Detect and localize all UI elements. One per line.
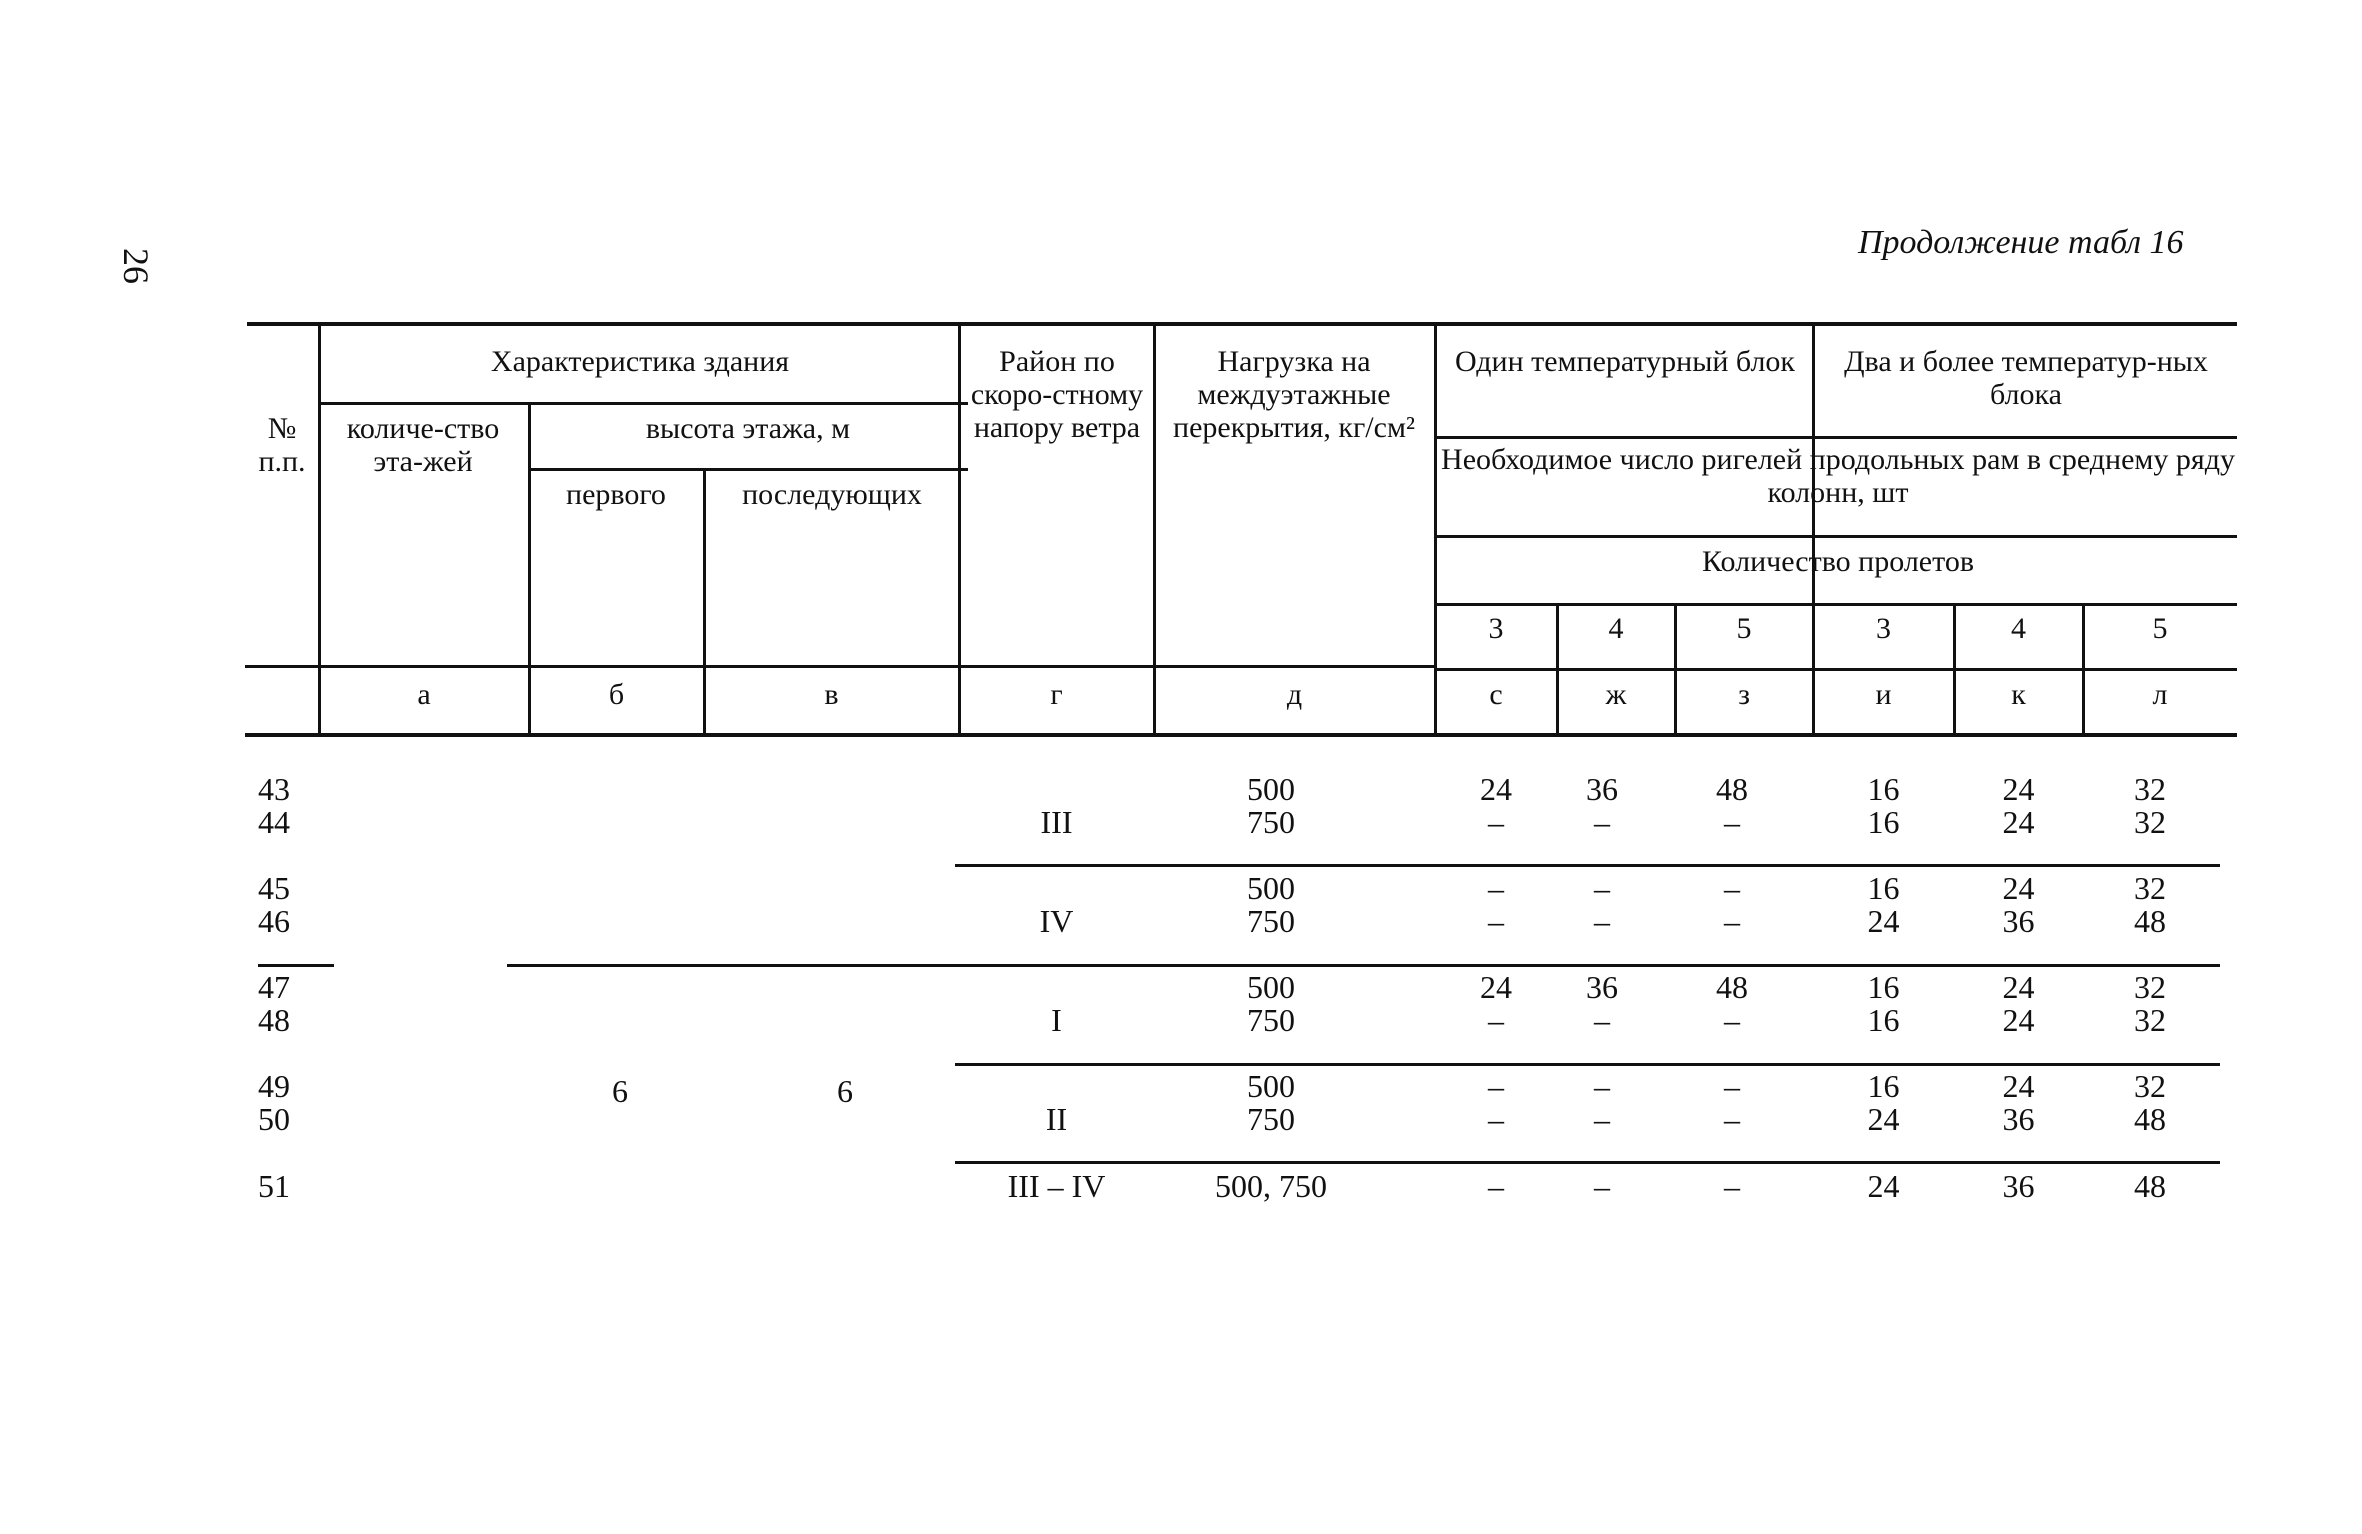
- cell-i: 16: [1867, 1068, 1900, 1104]
- cell-c: 24: [1480, 969, 1512, 1005]
- column-letter: б: [608, 678, 625, 711]
- column-letter: ж: [1605, 678, 1627, 711]
- rule-header-bottom: [245, 665, 1437, 668]
- header-two-blocks: Два и более температур-ных блока: [1844, 345, 2208, 411]
- cell-k: 24: [2002, 771, 2035, 807]
- cell-c: –: [1488, 1101, 1504, 1137]
- cell-i: 24: [1867, 1168, 1900, 1204]
- cell-load: 500: [1247, 870, 1295, 906]
- first-floor-height: 6: [612, 1073, 628, 1109]
- cell-z: –: [1724, 1168, 1740, 1204]
- header-subsequent: последующих: [742, 478, 922, 511]
- cell-z: 48: [1716, 969, 1748, 1005]
- column-letter: л: [2152, 678, 2168, 711]
- cell-l: 32: [2134, 969, 2166, 1005]
- cell-z: –: [1724, 870, 1740, 906]
- col-line-5: [1153, 322, 1156, 734]
- cell-i: 16: [1867, 1002, 1900, 1038]
- cell-num: 47: [258, 969, 290, 1005]
- column-letter: а: [417, 678, 431, 711]
- cell-zh: –: [1594, 903, 1610, 939]
- cell-k: 36: [2002, 1101, 2035, 1137]
- column-letter: з: [1738, 678, 1750, 711]
- cell-l: 48: [2134, 903, 2166, 939]
- cell-i: 16: [1867, 969, 1900, 1005]
- cell-c: –: [1488, 903, 1504, 939]
- rule-group-2b: [507, 964, 2220, 967]
- cell-zh: 36: [1586, 771, 1618, 807]
- cell-wind: IV: [1039, 903, 1074, 939]
- cell-zh: –: [1594, 870, 1610, 906]
- cell-z: –: [1724, 903, 1740, 939]
- cell-k: 36: [2002, 903, 2035, 939]
- cell-wind: II: [1045, 1101, 1068, 1137]
- cell-num: 51: [258, 1168, 290, 1204]
- header-first: первого: [566, 478, 666, 511]
- cell-l: 32: [2134, 1002, 2166, 1038]
- cell-load: 500: [1247, 1068, 1295, 1104]
- cell-load: 750: [1247, 1101, 1295, 1137]
- column-letter: д: [1286, 678, 1303, 711]
- span-count: 3: [1488, 612, 1504, 645]
- header-required: Необходимое число ригелей продольных рам в среднему ряду колонн, шт: [1441, 443, 2235, 509]
- cell-k: 24: [2002, 969, 2035, 1005]
- cell-load: 500, 750: [1215, 1168, 1327, 1204]
- cell-c: 24: [1480, 771, 1512, 807]
- cell-i: 24: [1867, 903, 1900, 939]
- subsequent-floor-height: 6: [837, 1073, 853, 1109]
- column-letter: г: [1050, 678, 1063, 711]
- column-letter: и: [1875, 678, 1892, 711]
- rule-group-2a: [258, 964, 334, 967]
- rule-letters-bottom: [245, 733, 2237, 737]
- header-one-block: Один температурный блок: [1454, 345, 1795, 378]
- column-letter: с: [1489, 678, 1503, 711]
- cell-zh: –: [1594, 1068, 1610, 1104]
- cell-z: –: [1724, 1002, 1740, 1038]
- table-caption: Продолжение табл 16: [1858, 224, 2184, 261]
- header-wind: Район по скоро-стному напору ветра: [970, 345, 1144, 444]
- header-floor-height: высота этажа, м: [645, 412, 851, 445]
- rule-required: [1436, 535, 2237, 538]
- cell-i: 16: [1867, 771, 1900, 807]
- cell-k: 36: [2002, 1168, 2035, 1204]
- cell-l: 32: [2134, 771, 2166, 807]
- cell-load: 750: [1247, 804, 1295, 840]
- column-letter: к: [2011, 678, 2026, 711]
- cell-k: 24: [2002, 870, 2035, 906]
- cell-load: 750: [1247, 903, 1295, 939]
- rule-blocks: [1436, 436, 2237, 439]
- col-line-1: [318, 322, 321, 734]
- cell-k: 24: [2002, 1002, 2035, 1038]
- header-building: Характеристика здания: [490, 345, 790, 378]
- rule-height: [530, 468, 968, 471]
- cell-k: 24: [2002, 804, 2035, 840]
- col-line-6: [1434, 322, 1437, 734]
- cell-zh: –: [1594, 804, 1610, 840]
- cell-wind: I: [1051, 1002, 1062, 1038]
- cell-c: –: [1488, 1068, 1504, 1104]
- cell-c: –: [1488, 1168, 1504, 1204]
- cell-c: –: [1488, 870, 1504, 906]
- cell-wind: III – IV: [1007, 1168, 1106, 1204]
- cell-l: 32: [2134, 1068, 2166, 1104]
- cell-zh: –: [1594, 1101, 1610, 1137]
- cell-zh: –: [1594, 1168, 1610, 1204]
- header-floors: количе-ство эта-жей: [346, 412, 500, 478]
- cell-num: 46: [258, 903, 290, 939]
- cell-load: 500: [1247, 771, 1295, 807]
- span-count: 5: [1736, 612, 1752, 645]
- cell-i: 24: [1867, 1101, 1900, 1137]
- cell-l: 32: [2134, 870, 2166, 906]
- span-count: 4: [1608, 612, 1624, 645]
- cell-k: 24: [2002, 1068, 2035, 1104]
- cell-zh: 36: [1586, 969, 1618, 1005]
- col-line-4: [958, 322, 961, 734]
- span-count: 5: [2152, 612, 2168, 645]
- cell-i: 16: [1867, 870, 1900, 906]
- cell-num: 45: [258, 870, 290, 906]
- cell-z: 48: [1716, 771, 1748, 807]
- span-count: 4: [2011, 612, 2026, 645]
- cell-z: –: [1724, 1068, 1740, 1104]
- cell-num: 43: [258, 771, 290, 807]
- cell-l: 48: [2134, 1168, 2166, 1204]
- rule-group-4: [955, 1161, 2220, 1164]
- rule-group-3: [955, 1063, 2220, 1066]
- cell-load: 750: [1247, 1002, 1295, 1038]
- cell-l: 32: [2134, 804, 2166, 840]
- cell-l: 48: [2134, 1101, 2166, 1137]
- cell-i: 16: [1867, 804, 1900, 840]
- page-number: 26: [116, 248, 156, 284]
- header-load: Нагрузка на междуэтажные перекрытия, кг/см²: [1173, 345, 1415, 444]
- rule-group-1: [955, 864, 2220, 867]
- col-line-9: [1812, 322, 1815, 734]
- header-spans: Количество пролетов: [1701, 545, 1974, 578]
- cell-load: 500: [1247, 969, 1295, 1005]
- cell-c: –: [1488, 1002, 1504, 1038]
- cell-num: 50: [258, 1101, 290, 1137]
- cell-num: 48: [258, 1002, 290, 1038]
- cell-z: –: [1724, 1101, 1740, 1137]
- rule-top: [247, 322, 2237, 326]
- cell-num: 49: [258, 1068, 290, 1104]
- column-letter: в: [824, 678, 839, 711]
- span-count: 3: [1876, 612, 1891, 645]
- header-num: № п.п.: [258, 412, 306, 478]
- cell-c: –: [1488, 804, 1504, 840]
- cell-zh: –: [1594, 1002, 1610, 1038]
- cell-z: –: [1724, 804, 1740, 840]
- rule-building: [320, 402, 968, 405]
- cell-wind: III: [1040, 804, 1073, 840]
- cell-num: 44: [258, 804, 290, 840]
